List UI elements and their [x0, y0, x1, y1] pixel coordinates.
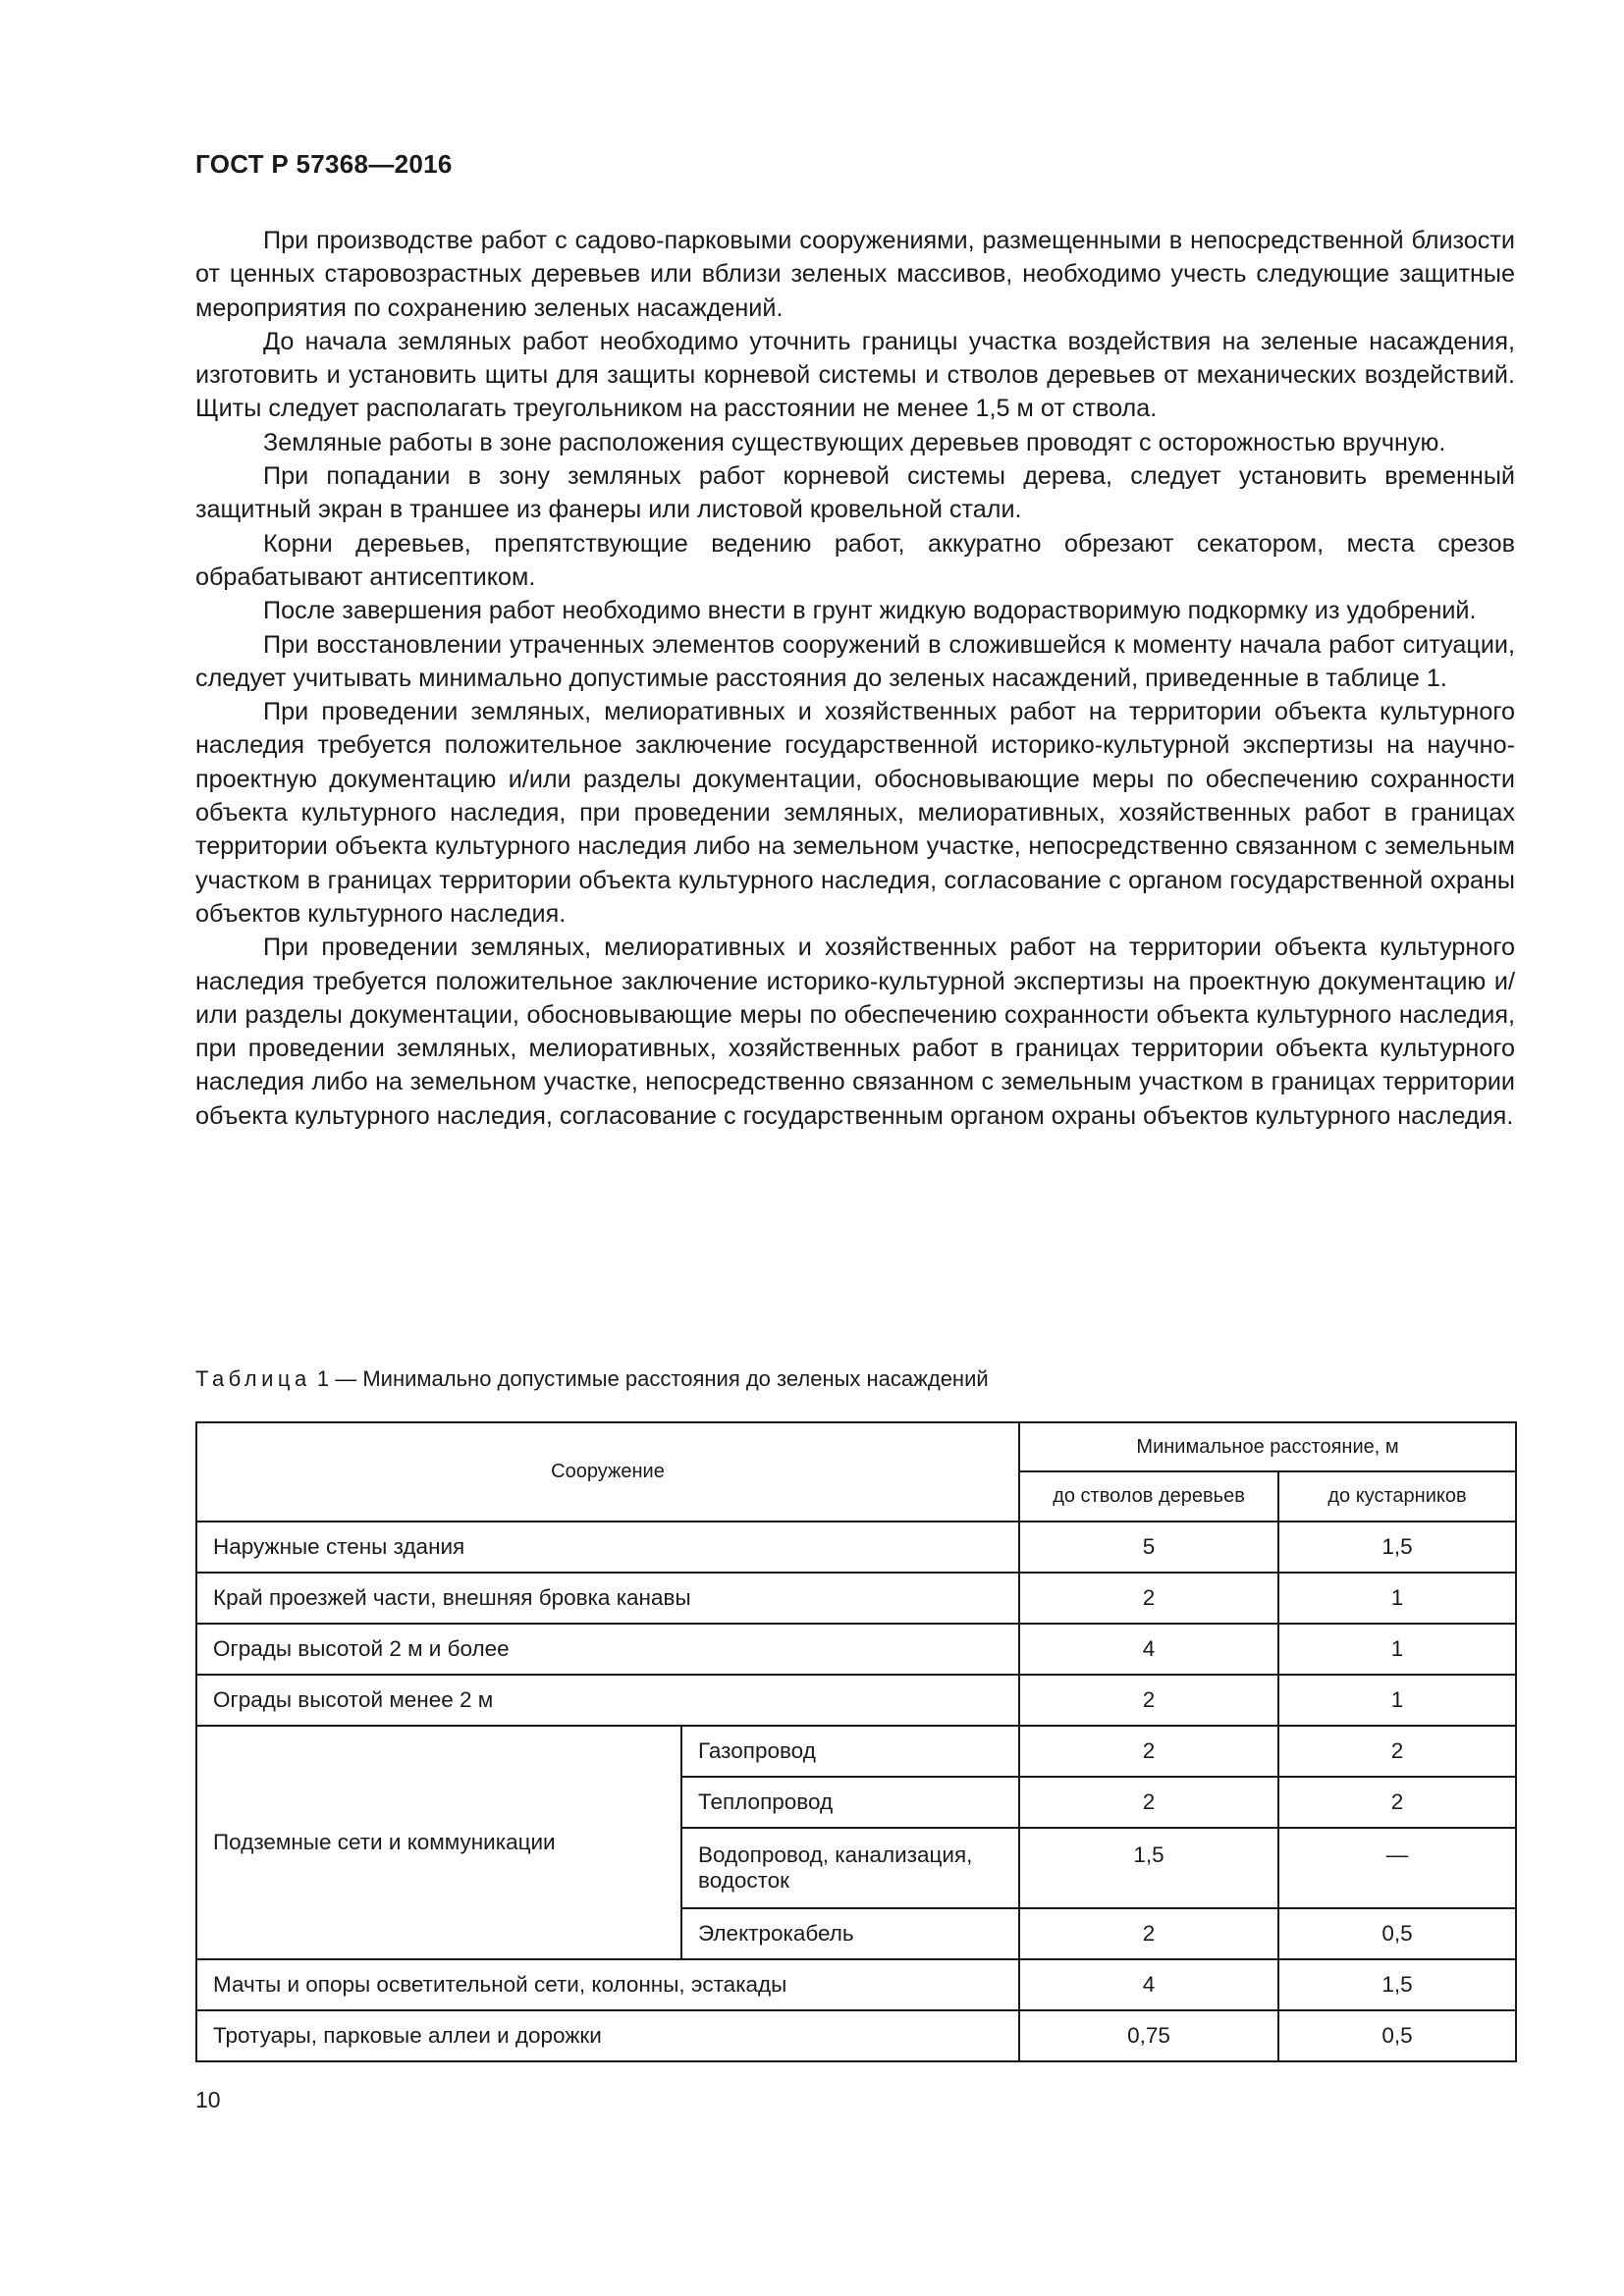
page-number: 10: [195, 2087, 221, 2112]
paragraph: До начала земляных работ необходимо уточнить границы участка воздействия на зеленые насаждения, изготовить и установить щиты для защиты корневой системы и стволов деревьев от механических воздействий. Щиты следует располагать треугольником на расстоянии не менее 1,5 м от ствола.: [195, 327, 1515, 423]
document-id: ГОСТ Р 57368—2016: [195, 149, 453, 179]
sub-row-name: Газопровод: [681, 1726, 1019, 1777]
row-trees: 2: [1019, 1908, 1278, 1959]
table-caption: [195, 1366, 989, 1392]
paragraph: При попадании в зону земляных работ корневой системы дерева, следует установить временный защитный экран в траншее из фанеры или листовой кровельной стали.: [195, 462, 1515, 524]
group-name: Подземные сети и коммуникации: [196, 1726, 681, 1959]
row-trees: 2: [1019, 1777, 1278, 1828]
table-row: [196, 1573, 1516, 1624]
table-caption-text: 1 — Минимально допустимые расстояния до зеленых насаждений: [310, 1366, 989, 1391]
row-shrubs: —: [1278, 1828, 1516, 1908]
row-shrubs: 2: [1278, 1777, 1516, 1828]
header-to-shrubs: до кустарников: [1278, 1471, 1516, 1522]
row-shrubs: 1,5: [1278, 1522, 1516, 1573]
row-name: Ограды высотой менее 2 м: [196, 1675, 1019, 1726]
row-name: Тротуары, парковые аллеи и дорожки: [196, 2010, 1019, 2061]
sub-row-name: Теплопровод: [681, 1777, 1019, 1828]
row-shrubs: 1,5: [1278, 1959, 1516, 2010]
row-name: Край проезжей части, внешняя бровка канавы: [196, 1573, 1019, 1624]
paragraph: После завершения работ необходимо внести в грунт жидкую водорастворимую подкормку из удобрений.: [263, 597, 1477, 625]
paragraph: При восстановлении утраченных элементов сооружений в сложившейся к моменту начала работ ситуации, следует учитывать минимально допустимые расстояния до зеленых насаждений, приведенные в таблице 1.: [195, 630, 1515, 692]
row-trees: 4: [1019, 1959, 1278, 2010]
row-shrubs: 0,5: [1278, 2010, 1516, 2061]
table-row: [196, 1522, 1516, 1573]
header-to-trees: до стволов деревьев: [1019, 1471, 1278, 1522]
row-trees: 2: [1019, 1573, 1278, 1624]
sub-row-name: Электрокабель: [681, 1908, 1019, 1959]
row-shrubs: 1: [1278, 1675, 1516, 1726]
table-row: [196, 1726, 1516, 1777]
table-row: [196, 2010, 1516, 2061]
paragraph: При проведении земляных, мелиоративных и хозяйственных работ на территории объекта культурного наследия требуется положительное заключение историко-культурной экспертизы на проектную документацию и/или разделы документации, обосновывающие меры по обеспечению сохранности объекта культурного наследия, при проведении земляных, мелиоративных, хозяйственных работ в границах территории объекта культурного наследия либо на земельном участке, непосредственно связанном с земельным участком в границах территории объекта культурного наследия, согласование с государственным органом охраны объектов культурного наследия.: [195, 934, 1515, 1130]
row-name: Ограды высотой 2 м и более: [196, 1624, 1019, 1675]
paragraph: Земляные работы в зоне расположения существующих деревьев проводят с осторожностью вручную.: [263, 428, 1446, 456]
paragraph: При производстве работ с садово-парковыми сооружениями, размещенными в непосредственной близости от ценных старовозрастных деревьев или вблизи зеленых массивов, необходимо учесть следующие защитные мероприятия по сохранению зеленых насаждений.: [195, 227, 1515, 322]
row-trees: 4: [1019, 1624, 1278, 1675]
row-trees: 0,75: [1019, 2010, 1278, 2061]
table-caption-label: Таблица: [195, 1366, 311, 1391]
body-text: [195, 224, 1515, 1133]
row-shrubs: 1: [1278, 1573, 1516, 1624]
table-row: [196, 1959, 1516, 2010]
row-trees: 2: [1019, 1675, 1278, 1726]
sub-row-name: Водопровод, канализация, водосток: [681, 1828, 1019, 1908]
paragraph: При проведении земляных, мелиоративных и хозяйственных работ на территории объекта культурного наследия требуется положительное заключение государственной историко-культурной экспертизы на научно-проектную документацию и/или разделы документации, обосновывающие меры по обеспечению сохранности объекта культурного наследия, при проведении земляных, мелиоративных, хозяйственных работ в границах территории объекта культурного наследия либо на земельном участке, непосредственно связанном с земельным участком в границах территории объекта культурного наследия, согласование с органом государственной охраны объектов культурного наследия.: [195, 698, 1515, 928]
row-shrubs: 1: [1278, 1624, 1516, 1675]
row-name: Наружные стены здания: [196, 1522, 1019, 1573]
table-row: [196, 1624, 1516, 1675]
header-structure: Сооружение: [196, 1422, 1019, 1522]
paragraph: Корни деревьев, препятствующие ведению работ, аккуратно обрезают секатором, места срезов обрабатывают антисептиком.: [195, 529, 1515, 591]
table-header-row: [196, 1422, 1516, 1471]
row-trees: 5: [1019, 1522, 1278, 1573]
row-name: Мачты и опоры осветительной сети, колонны, эстакады: [196, 1959, 1019, 2010]
row-trees: 2: [1019, 1726, 1278, 1777]
row-trees: 1,5: [1019, 1828, 1278, 1908]
row-shrubs: 2: [1278, 1726, 1516, 1777]
distances-table: [195, 1421, 1517, 2062]
row-shrubs: 0,5: [1278, 1908, 1516, 1959]
table-row: [196, 1675, 1516, 1726]
header-min-distance: Минимальное расстояние, м: [1019, 1422, 1516, 1471]
